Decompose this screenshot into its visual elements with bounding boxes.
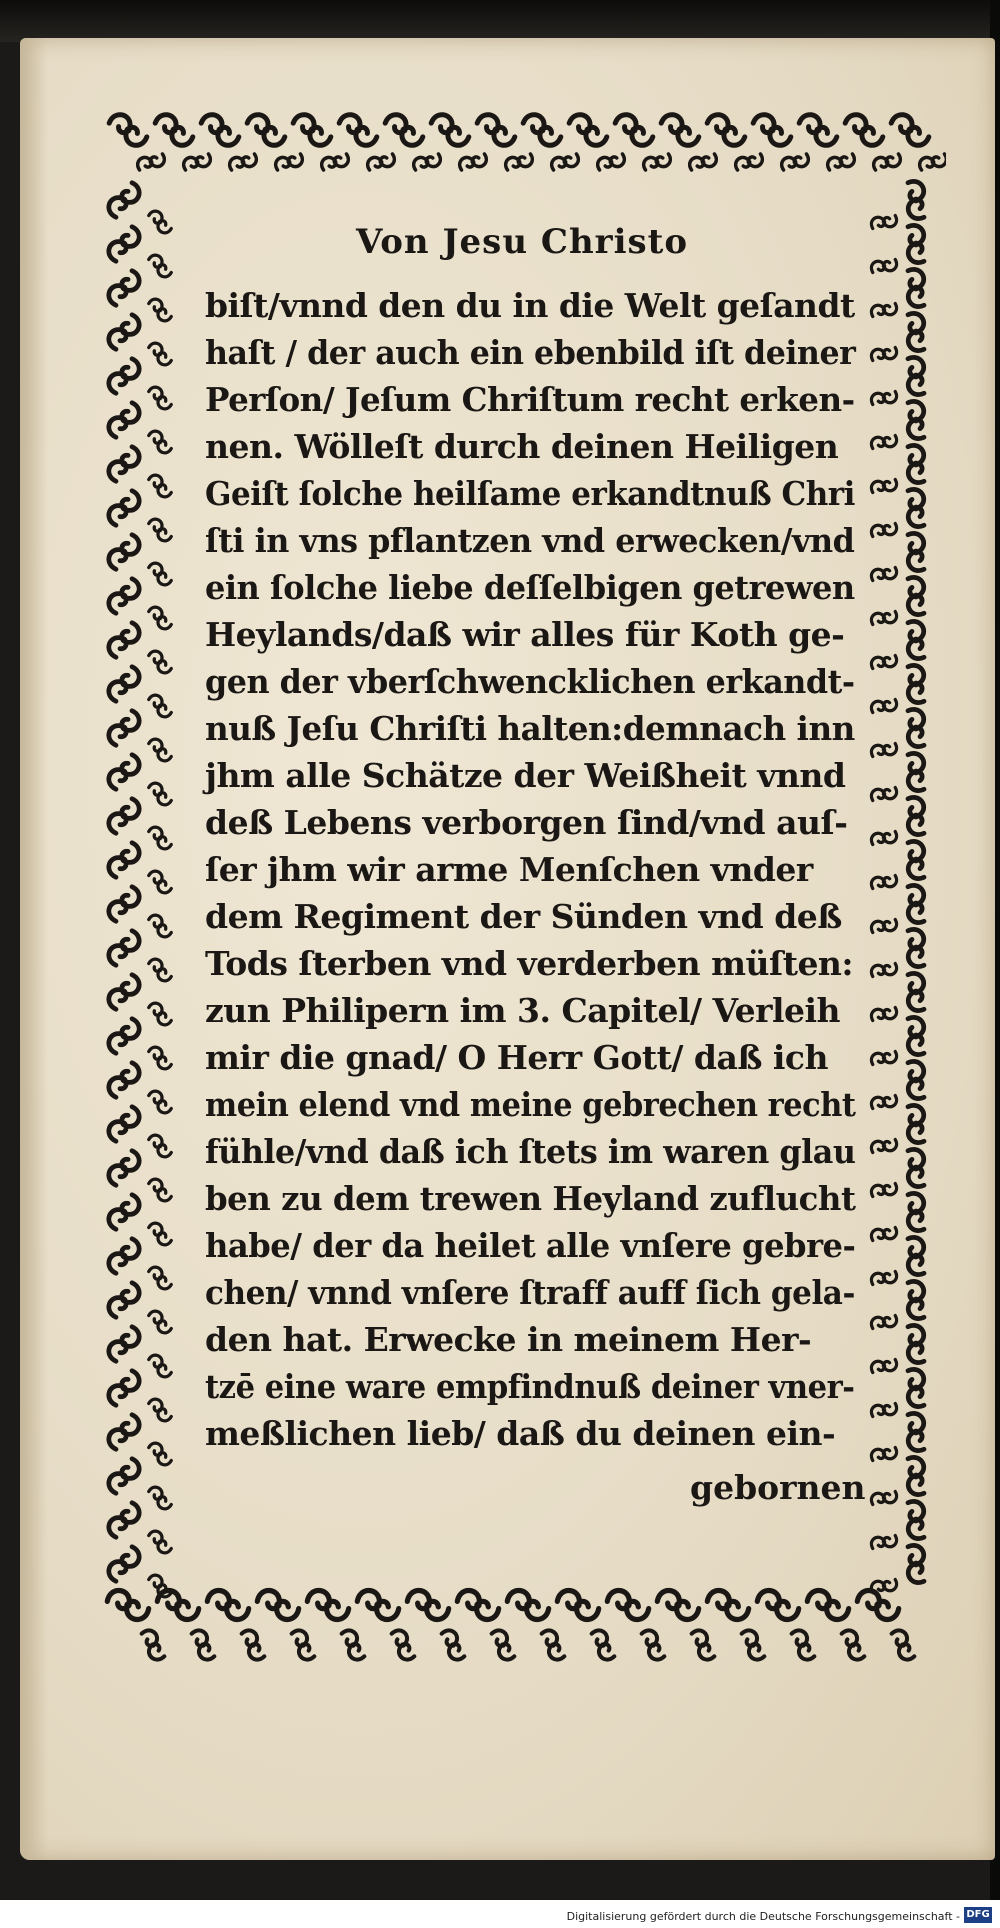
scroll-ornament-icon — [655, 1589, 701, 1622]
scroll-ornament-icon — [155, 1589, 201, 1622]
scroll-ornament-icon — [135, 1627, 171, 1663]
scroll-ornament-icon — [733, 147, 766, 177]
scroll-ornament-icon — [869, 957, 899, 984]
scroll-ornament-icon — [145, 1397, 175, 1424]
scroll-ornament-icon — [519, 112, 565, 149]
scroll-ornament-icon — [869, 429, 899, 456]
scroll-ornament-icon — [779, 147, 812, 177]
scroll-ornament-icon — [145, 341, 175, 368]
scroll-ornament-icon — [869, 825, 899, 852]
scroll-ornament-icon — [869, 605, 899, 632]
scroll-ornament-icon — [897, 1014, 934, 1058]
scroll-ornament-icon — [869, 1133, 899, 1160]
top-ornament-band — [105, 112, 946, 177]
scroll-ornament-icon — [505, 1589, 551, 1622]
text-line: tzē eine ware empfindnuß deiner vner- — [205, 1367, 855, 1406]
scroll-ornament-icon — [381, 112, 427, 149]
scroll-ornament-icon — [197, 112, 243, 149]
scroll-ornament-icon — [105, 1366, 142, 1410]
scroll-ornament-icon — [105, 1234, 142, 1278]
scroll-ornament-icon — [305, 1589, 351, 1622]
scroll-ornament-icon — [105, 354, 142, 398]
text-line: Perſon/ Jeſum Chriſtum recht erken- — [205, 380, 855, 419]
scroll-ornament-icon — [145, 517, 175, 544]
scroll-ornament-icon — [255, 1589, 301, 1622]
scroll-ornament-icon — [385, 1627, 421, 1663]
scroll-ornament-icon — [565, 112, 611, 149]
scroll-ornament-icon — [585, 1627, 621, 1663]
scroll-ornament-icon — [897, 618, 934, 662]
scroll-ornament-icon — [105, 750, 142, 794]
scroll-ornament-icon — [427, 112, 473, 149]
scroll-ornament-icon — [897, 442, 934, 486]
scroll-ornament-icon — [473, 112, 519, 149]
scroll-ornament-icon — [181, 147, 214, 177]
bottom-ornament-band — [105, 1589, 921, 1664]
scroll-ornament-icon — [869, 869, 899, 896]
text-line: Geiſt ſolche heilſame erkandtnuß Chri — [205, 474, 855, 513]
scroll-ornament-icon — [795, 112, 841, 149]
scroll-ornament-icon — [785, 1627, 821, 1663]
scroll-ornament-icon — [285, 1627, 321, 1663]
catchword: gebornen — [690, 1468, 866, 1507]
scroll-ornament-icon — [897, 750, 934, 794]
scroll-ornament-icon — [435, 1627, 471, 1663]
scroll-ornament-icon — [535, 1627, 571, 1663]
scroll-ornament-icon — [205, 1589, 251, 1622]
scroll-ornament-icon — [145, 385, 175, 412]
scroll-ornament-icon — [869, 1353, 899, 1380]
scroll-ornament-icon — [897, 838, 934, 882]
scroll-ornament-icon — [897, 1322, 934, 1366]
scroll-ornament-icon — [105, 1058, 142, 1102]
scroll-ornament-icon — [227, 147, 260, 177]
scroll-ornament-icon — [869, 781, 899, 808]
text-line: jhm alle Schätze der Weißheit vnnd — [205, 756, 846, 795]
text-line: biſt/vnnd den du in die Welt geſandt — [205, 286, 855, 325]
footer-bar — [0, 1900, 1000, 1928]
scroll-ornament-icon — [145, 1133, 175, 1160]
scroll-ornament-icon — [105, 882, 142, 926]
scroll-ornament-icon — [897, 882, 934, 926]
text-line: mir die gnad/ O Herr Gott/ daß ich — [205, 1038, 829, 1077]
scroll-ornament-icon — [735, 1627, 771, 1663]
scroll-ornament-icon — [869, 341, 899, 368]
scroll-ornament-icon — [105, 1542, 142, 1586]
scroll-ornament-icon — [897, 926, 934, 970]
text-line: fühle/vnd daß ich ſtets im waren glau — [205, 1132, 856, 1171]
scroll-ornament-icon — [145, 1485, 175, 1512]
text-line: nen. Wölleſt durch deinen Heiligen — [205, 427, 839, 466]
scroll-ornament-icon — [145, 869, 175, 896]
scroll-ornament-icon — [897, 1410, 934, 1454]
scroll-ornament-icon — [145, 561, 175, 588]
text-line: habe/ der da heilet alle vnſere gebre- — [205, 1226, 856, 1265]
scroll-ornament-icon — [503, 147, 536, 177]
scroll-ornament-icon — [289, 112, 335, 149]
page-spine-shadow — [20, 38, 48, 1860]
scroll-ornament-icon — [105, 442, 142, 486]
scroll-ornament-icon — [657, 112, 703, 149]
scroll-ornament-icon — [897, 1058, 934, 1102]
scroll-ornament-icon — [549, 147, 582, 177]
scroll-ornament-icon — [335, 112, 381, 149]
scroll-ornament-icon — [869, 1089, 899, 1116]
scroll-ornament-icon — [105, 1410, 142, 1454]
scroll-ornament-icon — [145, 1353, 175, 1380]
scroll-ornament-icon — [145, 1441, 175, 1468]
scroll-ornament-icon — [105, 618, 142, 662]
text-line: Heylands/daß wir alles für Koth ge- — [205, 615, 845, 654]
scroll-ornament-icon — [897, 486, 934, 530]
scroll-ornament-icon — [145, 297, 175, 324]
scroll-ornament-icon — [319, 147, 352, 177]
scroll-ornament-icon — [105, 1278, 142, 1322]
scroll-ornament-icon — [151, 112, 197, 149]
scroll-ornament-icon — [749, 112, 795, 149]
scroll-ornament-icon — [897, 574, 934, 618]
text-line: mein elend vnd meine gebrechen recht — [205, 1085, 856, 1124]
scroll-ornament-icon — [105, 926, 142, 970]
scroll-ornament-icon — [105, 266, 142, 310]
text-line: ben zu dem trewen Heyland zuflucht — [205, 1179, 856, 1218]
text-line: meßlichen lieb/ daß du deinen ein- — [205, 1414, 836, 1453]
text-line: dem Regiment der Sünden vnd deß — [205, 897, 842, 936]
scroll-ornament-icon — [897, 662, 934, 706]
scroll-ornament-icon — [145, 429, 175, 456]
scroll-ornament-icon — [105, 310, 142, 354]
scroll-ornament-icon — [869, 1573, 899, 1600]
scroll-ornament-icon — [885, 1627, 921, 1663]
scroll-ornament-icon — [105, 1454, 142, 1498]
text-line: nuß Jeſu Chriſti halten:demnach inn — [205, 709, 855, 748]
scroll-ornament-icon — [145, 737, 175, 764]
scroll-ornament-icon — [145, 649, 175, 676]
scroll-ornament-icon — [897, 1542, 934, 1586]
scroll-ornament-icon — [105, 706, 142, 750]
scroll-ornament-icon — [825, 147, 858, 177]
scroll-ornament-icon — [855, 1589, 901, 1622]
scroll-ornament-icon — [105, 398, 142, 442]
text-line: ſer jhm wir arme Menſchen vnder — [205, 850, 813, 889]
scroll-ornament-icon — [869, 561, 899, 588]
scroll-ornament-icon — [145, 473, 175, 500]
text-line: Tods ſterben vnd verderben müſten: — [205, 944, 854, 983]
scroll-ornament-icon — [105, 970, 142, 1014]
scroll-ornament-icon — [145, 693, 175, 720]
scroll-ornament-icon — [685, 1627, 721, 1663]
scroll-ornament-icon — [755, 1589, 801, 1622]
scroll-ornament-icon — [485, 1627, 521, 1663]
scroll-ornament-icon — [897, 970, 934, 1014]
text-line: chen/ vnnd vnſere ſtraff auff ſich gela- — [205, 1273, 855, 1312]
scroll-ornament-icon — [897, 1454, 934, 1498]
text-line: den hat. Erwecke in meinem Her- — [205, 1320, 812, 1359]
scroll-ornament-icon — [273, 147, 306, 177]
scroll-ornament-icon — [145, 605, 175, 632]
scroll-ornament-icon — [145, 1177, 175, 1204]
scroll-ornament-icon — [897, 1102, 934, 1146]
scroll-ornament-icon — [869, 1221, 899, 1248]
scroll-ornament-icon — [897, 266, 934, 310]
text-line: zun Philipern im 3. Capitel/ Verleih — [205, 991, 841, 1030]
scroll-ornament-icon — [635, 1627, 671, 1663]
scroll-ornament-icon — [145, 1221, 175, 1248]
scroll-ornament-icon — [145, 781, 175, 808]
scroll-ornament-icon — [185, 1627, 221, 1663]
scroll-ornament-icon — [145, 1045, 175, 1072]
text-line: ein ſolche liebe deſſelbigen getrewen — [205, 568, 855, 607]
scroll-ornament-icon — [897, 310, 934, 354]
scroll-ornament-icon — [887, 112, 933, 149]
scroll-ornament-icon — [145, 957, 175, 984]
scroll-ornament-icon — [145, 1001, 175, 1028]
scroll-ornament-icon — [611, 112, 657, 149]
scroll-ornament-icon — [869, 1045, 899, 1072]
scroll-ornament-icon — [105, 1589, 151, 1622]
scroll-ornament-icon — [897, 706, 934, 750]
scroll-ornament-icon — [105, 794, 142, 838]
scroll-ornament-icon — [897, 794, 934, 838]
left-ornament-band — [105, 178, 175, 1600]
dfg-logo: DFG — [964, 1907, 992, 1923]
scroll-ornament-icon — [897, 178, 934, 222]
scroll-ornament-icon — [897, 1234, 934, 1278]
scroll-ornament-icon — [869, 1177, 899, 1204]
text-line: haſt / der auch ein ebenbild iſt deiner — [205, 333, 856, 372]
scroll-ornament-icon — [145, 1265, 175, 1292]
scroll-ornament-icon — [869, 297, 899, 324]
scroll-ornament-icon — [145, 1529, 175, 1556]
scroll-ornament-icon — [105, 1146, 142, 1190]
scroll-ornament-icon — [897, 530, 934, 574]
scroll-ornament-icon — [641, 147, 674, 177]
scroll-ornament-icon — [105, 486, 142, 530]
scroll-ornament-icon — [411, 147, 444, 177]
scroll-ornament-icon — [897, 1498, 934, 1542]
scroll-ornament-icon — [869, 1441, 899, 1468]
scroll-ornament-icon — [869, 913, 899, 940]
scroll-ornament-icon — [595, 147, 628, 177]
scan-top-edge — [0, 0, 1000, 42]
scroll-ornament-icon — [555, 1589, 601, 1622]
scroll-ornament-icon — [105, 112, 151, 149]
scroll-ornament-icon — [105, 530, 142, 574]
scroll-ornament-icon — [243, 112, 289, 149]
scroll-ornament-icon — [105, 1102, 142, 1146]
scroll-ornament-icon — [105, 178, 142, 222]
scroll-ornament-icon — [705, 1589, 751, 1622]
scroll-ornament-icon — [897, 1278, 934, 1322]
text-line: ſti in vns pflantzen vnd erwecken/vnd — [205, 521, 855, 560]
scroll-ornament-icon — [105, 1322, 142, 1366]
scroll-ornament-icon — [455, 1589, 501, 1622]
scroll-ornament-icon — [405, 1589, 451, 1622]
scroll-ornament-icon — [869, 737, 899, 764]
scroll-ornament-icon — [869, 1265, 899, 1292]
scroll-ornament-icon — [897, 1146, 934, 1190]
scroll-ornament-icon — [869, 1001, 899, 1028]
scroll-ornament-icon — [869, 649, 899, 676]
scroll-ornament-icon — [897, 354, 934, 398]
scroll-ornament-icon — [687, 147, 720, 177]
scroll-ornament-icon — [145, 913, 175, 940]
scroll-ornament-icon — [235, 1627, 271, 1663]
scroll-ornament-icon — [835, 1627, 871, 1663]
scroll-ornament-icon — [105, 662, 142, 706]
scroll-ornament-icon — [869, 1485, 899, 1512]
body-text — [205, 282, 855, 1457]
scroll-ornament-icon — [355, 1589, 401, 1622]
scroll-ornament-icon — [145, 1309, 175, 1336]
scroll-ornament-icon — [897, 398, 934, 442]
text-line: deß Lebens verborgen ſind/vnd auſ- — [205, 803, 848, 842]
scroll-ornament-icon — [869, 1529, 899, 1556]
scroll-ornament-icon — [869, 473, 899, 500]
scroll-ornament-icon — [869, 517, 899, 544]
text-line: gen der vberſchwencklichen erkandt- — [205, 662, 855, 701]
scroll-ornament-icon — [869, 1309, 899, 1336]
scroll-ornament-icon — [703, 112, 749, 149]
scroll-ornament-icon — [335, 1627, 371, 1663]
scroll-ornament-icon — [105, 574, 142, 618]
scroll-ornament-icon — [105, 838, 142, 882]
scroll-ornament-icon — [105, 1190, 142, 1234]
scroll-ornament-icon — [869, 1397, 899, 1424]
scroll-ornament-icon — [871, 147, 904, 177]
scroll-ornament-icon — [869, 385, 899, 412]
scroll-ornament-icon — [897, 1190, 934, 1234]
running-head: Von Jesu Christo — [355, 222, 689, 262]
scroll-ornament-icon — [841, 112, 887, 149]
scroll-ornament-icon — [105, 1014, 142, 1058]
right-ornament-band — [869, 178, 935, 1600]
scroll-ornament-icon — [135, 147, 168, 177]
scroll-ornament-icon — [457, 147, 490, 177]
scroll-ornament-icon — [145, 825, 175, 852]
scroll-ornament-icon — [897, 1366, 934, 1410]
scroll-ornament-icon — [145, 1089, 175, 1116]
scroll-ornament-icon — [869, 693, 899, 720]
scroll-ornament-icon — [605, 1589, 651, 1622]
funding-credit: Digitalisierung gefördert durch die Deutsche Forschungsgemeinschaft - — [566, 1910, 960, 1923]
scroll-ornament-icon — [917, 147, 946, 177]
scroll-ornament-icon — [105, 1498, 142, 1542]
scroll-ornament-icon — [805, 1589, 851, 1622]
scroll-ornament-icon — [365, 147, 398, 177]
